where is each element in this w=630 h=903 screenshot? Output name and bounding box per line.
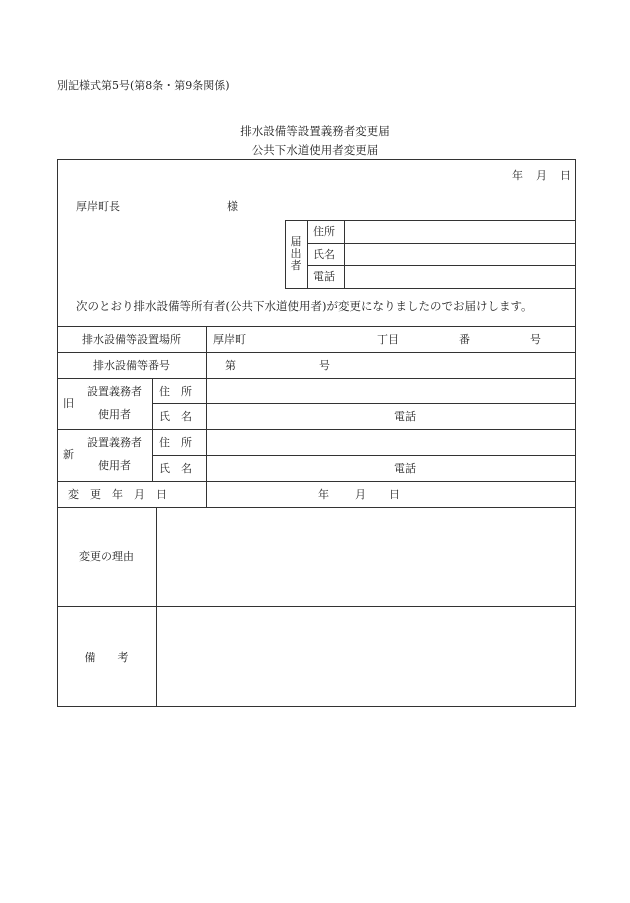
old-role-user: 使用者 bbox=[98, 408, 131, 421]
change-date-day: 日 bbox=[389, 488, 400, 501]
change-date-year: 年 bbox=[318, 488, 329, 501]
addressee-suffix: 様 bbox=[227, 200, 238, 213]
new-phone-label: 電話 bbox=[394, 462, 416, 475]
old-address-label: 住 所 bbox=[159, 385, 192, 398]
form-title: 排水設備等設置義務者変更届 bbox=[240, 124, 390, 138]
old-phone-label: 電話 bbox=[394, 410, 416, 423]
statement-text: 次のとおり排水設備等所有者(公共下水道使用者)が変更になりましたのでお届けします。 bbox=[76, 299, 533, 313]
remarks-field[interactable] bbox=[157, 607, 575, 706]
notifier-address-field[interactable] bbox=[345, 221, 575, 243]
equipment-number-field[interactable] bbox=[207, 353, 575, 378]
form-subtitle: 公共下水道使用者変更届 bbox=[251, 143, 379, 157]
location-town: 厚岸町 bbox=[213, 333, 246, 346]
old-name-label: 氏 名 bbox=[159, 410, 192, 423]
date-month-label: 月 bbox=[536, 169, 547, 182]
new-marker: 新 bbox=[63, 448, 74, 461]
change-date-label: 変 更 年 月 日 bbox=[68, 488, 167, 501]
reason-field[interactable] bbox=[157, 508, 575, 606]
location-ban: 番 bbox=[459, 333, 470, 346]
notifier-address-label: 住所 bbox=[313, 225, 335, 238]
notifier-phone-label: 電話 bbox=[313, 270, 335, 283]
notifier-label-char-2: 出 bbox=[290, 247, 302, 260]
date-year-label: 年 bbox=[512, 169, 523, 182]
addressee-name: 厚岸町長 bbox=[76, 200, 120, 213]
notifier-label-char-3: 者 bbox=[290, 259, 302, 272]
notifier-label-char-1: 届 bbox=[290, 235, 302, 248]
location-label: 排水設備等設置場所 bbox=[82, 333, 181, 346]
remarks-label: 備 考 bbox=[84, 651, 129, 664]
location-chome: 丁目 bbox=[377, 333, 399, 346]
change-date-month: 月 bbox=[355, 488, 366, 501]
equipment-number-go: 号 bbox=[319, 359, 330, 372]
new-role-user: 使用者 bbox=[98, 459, 131, 472]
new-name-label: 氏 名 bbox=[159, 462, 192, 475]
notifier-phone-field[interactable] bbox=[345, 266, 575, 288]
notifier-name-field[interactable] bbox=[345, 244, 575, 265]
equipment-number-dai: 第 bbox=[225, 359, 236, 372]
location-go: 号 bbox=[530, 333, 541, 346]
old-name-field[interactable] bbox=[207, 404, 575, 429]
equipment-number-label: 排水設備等番号 bbox=[93, 359, 170, 372]
date-day-label: 日 bbox=[560, 169, 571, 182]
new-address-label: 住 所 bbox=[159, 436, 192, 449]
notifier-name-label: 氏名 bbox=[313, 248, 335, 261]
old-address-field[interactable] bbox=[207, 379, 575, 403]
change-date-field[interactable] bbox=[207, 482, 575, 507]
old-marker: 旧 bbox=[63, 397, 74, 410]
old-role-obligor: 設置義務者 bbox=[87, 385, 142, 398]
location-field[interactable] bbox=[207, 327, 575, 352]
new-role-obligor: 設置義務者 bbox=[87, 436, 142, 449]
new-address-field[interactable] bbox=[207, 430, 575, 455]
new-name-field[interactable] bbox=[207, 456, 575, 481]
form-number: 別記様式第5号(第8条・第9条関係) bbox=[57, 79, 230, 92]
reason-label: 変更の理由 bbox=[79, 550, 134, 563]
